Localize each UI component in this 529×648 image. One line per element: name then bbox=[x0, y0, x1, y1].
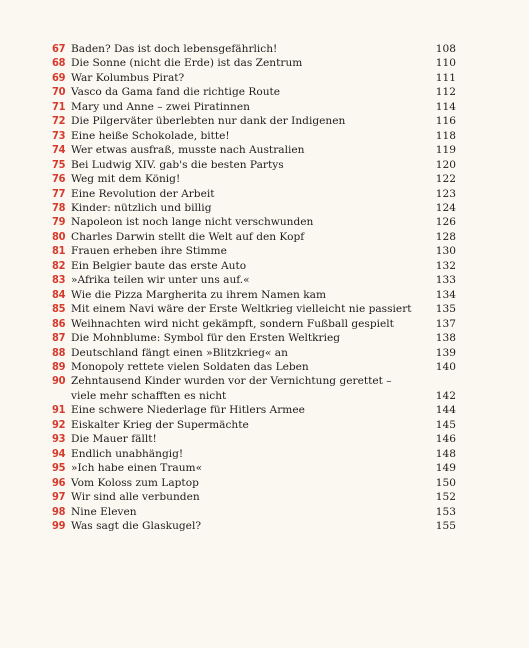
page-number: 118 bbox=[435, 129, 456, 142]
toc-entry bbox=[52, 143, 456, 157]
chapter-title: Charles Darwin stellt die Welt auf den Kopf bbox=[71, 230, 305, 243]
toc-entry bbox=[52, 490, 456, 504]
chapter-number: 95 bbox=[52, 461, 66, 475]
page-number: 130 bbox=[435, 245, 456, 258]
chapter-number: 72 bbox=[52, 114, 66, 128]
chapter-title: Was sagt die Glaskugel? bbox=[71, 519, 202, 532]
page-number: 112 bbox=[435, 86, 456, 99]
chapter-number: 68 bbox=[52, 56, 66, 70]
toc-entry bbox=[52, 42, 456, 56]
chapter-number: 76 bbox=[52, 172, 66, 186]
chapter-title: Nine Eleven bbox=[71, 505, 137, 518]
chapter-number: 94 bbox=[52, 446, 66, 460]
toc-entry bbox=[52, 230, 456, 244]
page-number: 149 bbox=[435, 462, 456, 475]
toc-entry bbox=[52, 432, 456, 446]
chapter-title: Mary und Anne – zwei Piratinnen bbox=[71, 100, 250, 113]
chapter-number: 79 bbox=[52, 215, 66, 229]
chapter-title: Die Sonne (nicht die Erde) ist das Zentrum bbox=[71, 57, 303, 70]
chapter-title: Deutschland fängt einen »Blitzkrieg« an bbox=[71, 346, 288, 359]
chapter-number: 67 bbox=[52, 42, 66, 55]
chapter-number: 98 bbox=[52, 504, 66, 518]
page-number: 110 bbox=[435, 57, 456, 70]
toc-entry bbox=[52, 201, 456, 215]
page-number: 126 bbox=[435, 216, 456, 229]
page-number: 148 bbox=[435, 447, 456, 460]
page-number: 122 bbox=[435, 173, 456, 186]
chapter-title: Wir sind alle verbunden bbox=[71, 491, 200, 504]
chapter-number: 87 bbox=[52, 331, 66, 345]
toc-entry bbox=[52, 374, 456, 403]
chapter-number: 89 bbox=[52, 359, 66, 373]
page-number: 114 bbox=[435, 100, 456, 113]
toc-entry bbox=[52, 476, 456, 490]
toc-entry bbox=[52, 317, 456, 331]
chapter-title: Kinder: nützlich und billig bbox=[71, 201, 212, 214]
chapter-number: 97 bbox=[52, 490, 66, 504]
chapter-number: 92 bbox=[52, 417, 66, 431]
chapter-number: 74 bbox=[52, 143, 66, 157]
page-number: 138 bbox=[435, 332, 456, 345]
chapter-title: »Afrika teilen wir unter uns auf.« bbox=[71, 274, 250, 287]
toc-entry bbox=[52, 129, 456, 143]
page-number: 145 bbox=[435, 418, 456, 431]
chapter-number: 77 bbox=[52, 186, 66, 200]
chapter-number: 69 bbox=[52, 70, 66, 84]
page-number: 137 bbox=[435, 317, 456, 330]
chapter-number: 86 bbox=[52, 316, 66, 330]
chapter-title: Endlich unabhängig! bbox=[71, 447, 184, 460]
chapter-title: Vasco da Gama fand die richtige Route bbox=[71, 86, 281, 99]
chapter-number: 85 bbox=[52, 302, 66, 316]
page-number: 146 bbox=[435, 433, 456, 446]
page-number: 155 bbox=[435, 519, 456, 532]
chapter-title: Frauen erheben ihre Stimme bbox=[71, 245, 227, 258]
page-number: 140 bbox=[435, 360, 456, 373]
chapter-number: 91 bbox=[52, 403, 66, 417]
chapter-title: Weg mit dem König! bbox=[71, 173, 181, 186]
chapter-title: Eiskalter Krieg der Supermächte bbox=[71, 418, 249, 431]
chapter-title: Die Pilgerväter überlebten nur dank der Indigenen bbox=[71, 115, 346, 128]
chapter-number: 82 bbox=[52, 258, 66, 272]
page-number: 124 bbox=[435, 201, 456, 214]
chapter-number: 71 bbox=[52, 99, 66, 113]
toc-entry bbox=[52, 158, 456, 172]
chapter-number: 81 bbox=[52, 244, 66, 258]
toc-entry bbox=[52, 447, 456, 461]
chapter-number: 80 bbox=[52, 229, 66, 243]
chapter-title: »Ich habe einen Traum« bbox=[71, 462, 203, 475]
page-number: 153 bbox=[435, 505, 456, 518]
toc-entry bbox=[52, 244, 456, 258]
page-number: 144 bbox=[435, 404, 456, 417]
chapter-title: Eine schwere Niederlage für Hitlers Armee bbox=[71, 404, 305, 417]
chapter-number: 99 bbox=[52, 518, 66, 532]
page-number: 142 bbox=[435, 389, 456, 402]
chapter-title: Bei Ludwig XIV. gab's die besten Partys bbox=[71, 158, 284, 171]
chapter-title: Wer etwas ausfraß, musste nach Australien bbox=[71, 144, 305, 157]
page-number: 150 bbox=[435, 476, 456, 489]
chapter-number: 90 bbox=[52, 374, 66, 388]
chapter-title: Mit einem Navi wäre der Erste Weltkrieg vielleicht nie passiert bbox=[71, 303, 412, 316]
toc-entry bbox=[52, 114, 456, 128]
chapter-title: Ein Belgier baute das erste Auto bbox=[71, 259, 247, 272]
toc-entry bbox=[52, 331, 456, 345]
page-number: 119 bbox=[435, 144, 456, 157]
page-number: 135 bbox=[435, 303, 456, 316]
page-number: 152 bbox=[435, 491, 456, 504]
chapter-title: Napoleon ist noch lange nicht verschwunden bbox=[71, 216, 314, 229]
page-number: 139 bbox=[435, 346, 456, 359]
toc-entry bbox=[52, 346, 456, 360]
page-number: 134 bbox=[435, 288, 456, 301]
chapter-title: Weihnachten wird nicht gekämpft, sondern Fußball gespielt bbox=[71, 317, 394, 330]
toc-entry bbox=[52, 172, 456, 186]
chapter-title: Zehntausend Kinder wurden vor der Vernichtung gerettet – viele mehr schafften es nicht bbox=[71, 375, 392, 402]
toc-entry bbox=[52, 215, 456, 229]
chapter-number: 73 bbox=[52, 128, 66, 142]
toc-entry bbox=[52, 85, 456, 99]
toc-entry bbox=[52, 302, 456, 316]
toc-entry bbox=[52, 461, 456, 475]
toc-entry bbox=[52, 100, 456, 114]
toc-entry bbox=[52, 71, 456, 85]
page-number: 120 bbox=[435, 158, 456, 171]
page-number: 132 bbox=[435, 259, 456, 272]
toc-entry bbox=[52, 273, 456, 287]
chapter-title: Vom Koloss zum Laptop bbox=[71, 476, 199, 489]
toc-entry bbox=[52, 505, 456, 519]
chapter-title: Wie die Pizza Margherita zu ihrem Namen kam bbox=[71, 288, 326, 301]
chapter-title: War Kolumbus Pirat? bbox=[71, 71, 185, 84]
toc-entry bbox=[52, 288, 456, 302]
toc-entry bbox=[52, 519, 456, 533]
chapter-number: 70 bbox=[52, 85, 66, 99]
chapter-title: Eine heiße Schokolade, bitte! bbox=[71, 129, 230, 142]
toc-entry bbox=[52, 403, 456, 417]
chapter-title: Baden? Das ist doch lebensgefährlich! bbox=[71, 43, 278, 55]
chapter-title: Die Mohnblume: Symbol für den Ersten Weltkrieg bbox=[71, 332, 341, 345]
chapter-number: 83 bbox=[52, 273, 66, 287]
chapter-title: Monopoly rettete vielen Soldaten das Leben bbox=[71, 360, 309, 373]
chapter-number: 88 bbox=[52, 345, 66, 359]
chapter-number: 84 bbox=[52, 287, 66, 301]
page-number: 133 bbox=[435, 274, 456, 287]
chapter-number: 75 bbox=[52, 157, 66, 171]
chapter-title: Eine Revolution der Arbeit bbox=[71, 187, 215, 200]
toc-entry bbox=[52, 418, 456, 432]
toc-entry bbox=[52, 56, 456, 70]
chapter-title: Die Mauer fällt! bbox=[71, 433, 157, 446]
table-of-contents bbox=[52, 42, 456, 533]
page-number: 128 bbox=[435, 230, 456, 243]
page-number: 123 bbox=[435, 187, 456, 200]
page-number: 111 bbox=[435, 71, 456, 84]
page-number: 108 bbox=[435, 43, 456, 55]
chapter-number: 96 bbox=[52, 475, 66, 489]
toc-entry bbox=[52, 187, 456, 201]
toc-entry bbox=[52, 360, 456, 374]
page-number: 116 bbox=[435, 115, 456, 128]
toc-entry bbox=[52, 259, 456, 273]
chapter-number: 78 bbox=[52, 200, 66, 214]
chapter-number: 93 bbox=[52, 432, 66, 446]
